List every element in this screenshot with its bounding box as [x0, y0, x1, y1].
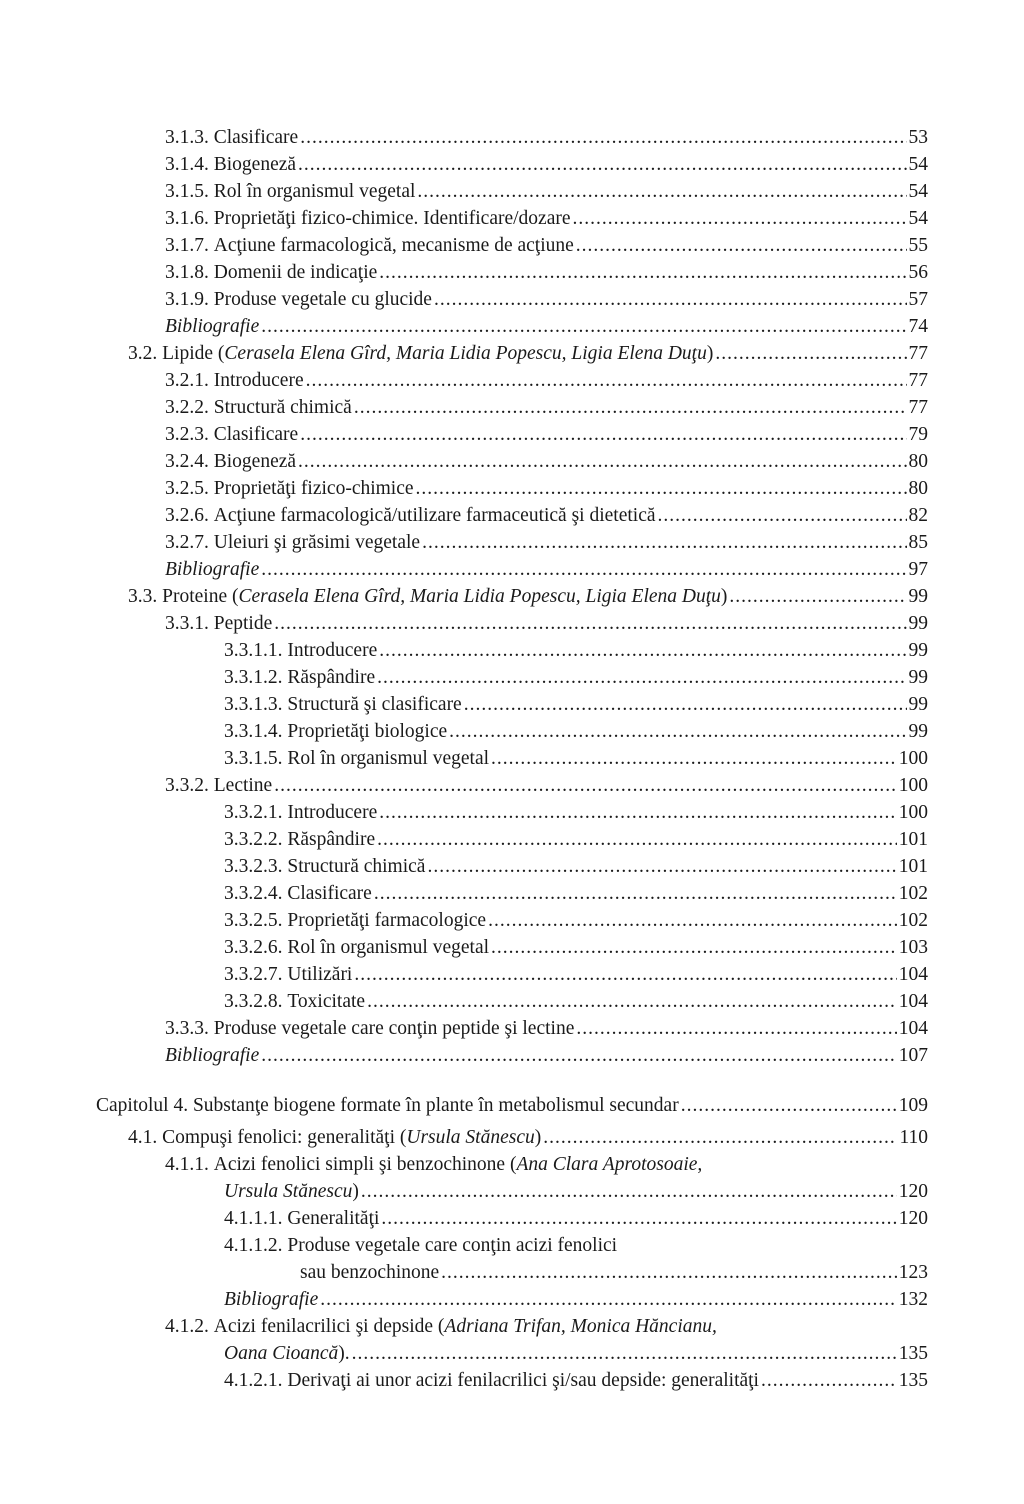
- entry-title-end: ).: [338, 1343, 350, 1364]
- toc-entry: [165, 529, 928, 556]
- dot-leader: [274, 772, 897, 799]
- entry-number: 3.3.1.3.: [224, 694, 283, 715]
- dot-leader: [681, 1092, 897, 1119]
- entry-title: Rol în organismul vegetal: [213, 181, 416, 202]
- entry-title: Rol în organismul vegetal: [287, 937, 490, 958]
- entry-title: Răspândire: [287, 667, 376, 688]
- entry-number: 3.3.1.: [165, 613, 209, 634]
- toc-entry: [224, 907, 928, 934]
- entry-number: 3.1.5.: [165, 181, 209, 202]
- toc-entry: [165, 232, 928, 259]
- dot-leader: [464, 691, 907, 718]
- entry-authors: Oana Cioancă: [224, 1343, 339, 1364]
- entry-title: Produse vegetale care conţin acizi fenolici: [287, 1235, 618, 1256]
- entry-title: Produse vegetale care conţin peptide şi lectine: [213, 1018, 575, 1039]
- page-number: 100: [898, 802, 928, 823]
- toc-chapter-entry: [96, 1092, 928, 1119]
- entry-number: 3.3.1.2.: [224, 667, 283, 688]
- entry-title: Acizi fenilacrilici şi depside (: [213, 1316, 445, 1337]
- entry-number: 4.1.1.: [165, 1154, 209, 1175]
- chapter-title: Capitolul 4. Substanţe biogene formate în plante în metabolismul secundar: [96, 1095, 679, 1116]
- entry-number: 3.3.3.: [165, 1018, 209, 1039]
- entry-number: 3.3.2.3.: [224, 856, 283, 877]
- entry-number: 3.1.8.: [165, 262, 209, 283]
- toc-entry: [165, 205, 928, 232]
- toc-entry: [165, 394, 928, 421]
- page-number: 77: [908, 397, 928, 418]
- toc-entry: [224, 637, 928, 664]
- entry-number: 3.2.3.: [165, 424, 209, 445]
- dot-leader: [379, 637, 906, 664]
- dot-leader: [543, 1124, 897, 1151]
- entry-number: 4.1.: [128, 1127, 158, 1148]
- entry-title: Clasificare: [287, 883, 372, 904]
- entry-authors: Cerasela Elena Gîrd, Maria Lidia Popescu, Ligia Elena Duţu: [224, 343, 707, 364]
- page-number: 100: [898, 775, 928, 796]
- page-number: 99: [908, 586, 928, 607]
- dot-leader: [354, 394, 907, 421]
- dot-leader: [261, 1042, 897, 1069]
- page-number: 99: [908, 667, 928, 688]
- entry-title: Utilizări: [287, 964, 353, 985]
- dot-leader: [576, 232, 907, 259]
- entry-title: Acţiune farmacologică/utilizare farmaceutică şi dietetică: [213, 505, 656, 526]
- page-number: 100: [898, 748, 928, 769]
- dot-leader: [422, 529, 906, 556]
- page-number: 99: [908, 694, 928, 715]
- toc-entry: [224, 718, 928, 745]
- entry-title: Acţiune farmacologică, mecanisme de acţiune: [213, 235, 574, 256]
- page-number: 54: [908, 181, 928, 202]
- page-number: 107: [898, 1045, 928, 1066]
- entry-title: sau benzochinone: [300, 1262, 440, 1283]
- entry-authors: Ana Clara Aprotosoaie,: [516, 1154, 703, 1175]
- entry-number: 3.3.2.5.: [224, 910, 283, 931]
- toc-entry: [224, 1286, 928, 1313]
- dot-leader: [300, 124, 906, 151]
- entry-number: 3.2.4.: [165, 451, 209, 472]
- dot-leader: [441, 1259, 897, 1286]
- page-number: 56: [908, 262, 928, 283]
- entry-number: 4.1.2.: [165, 1316, 209, 1337]
- page-number: 104: [898, 964, 928, 985]
- toc-entry: [165, 1151, 928, 1178]
- dot-leader: [377, 826, 897, 853]
- toc-entry: [165, 259, 928, 286]
- toc-entry: [224, 1232, 928, 1259]
- entry-authors: Ursula Stănescu: [224, 1181, 353, 1202]
- entry-title: Domenii de indicaţie: [213, 262, 378, 283]
- entry-title: Proprietăţi fizico-chimice. Identificare/dozare: [213, 208, 571, 229]
- entry-title: Bibliografie: [165, 1045, 260, 1066]
- entry-number: 3.3.2.: [165, 775, 209, 796]
- entry-number: 3.2.: [128, 343, 158, 364]
- dot-leader: [377, 664, 906, 691]
- entry-number: 3.1.4.: [165, 154, 209, 175]
- dot-leader: [491, 934, 897, 961]
- entry-number: 3.3.1.5.: [224, 748, 283, 769]
- dot-leader: [417, 178, 906, 205]
- entry-title-end: ): [352, 1181, 359, 1202]
- entry-number: 3.3.2.7.: [224, 964, 283, 985]
- page-number: 135: [898, 1370, 928, 1391]
- entry-title: Clasificare: [213, 127, 299, 148]
- toc-entry: [224, 961, 928, 988]
- entry-number: 3.3.: [128, 586, 158, 607]
- entry-title-end: ): [720, 586, 728, 607]
- entry-number: 4.1.1.1.: [224, 1208, 283, 1229]
- page-number: 103: [898, 937, 928, 958]
- toc-entry-continued: [224, 1340, 928, 1367]
- entry-number: 3.3.2.1.: [224, 802, 283, 823]
- entry-title: Compuşi fenolici: generalităţi (: [162, 1127, 407, 1148]
- page-number: 104: [898, 991, 928, 1012]
- entry-number: 3.2.7.: [165, 532, 209, 553]
- toc-entry: [224, 934, 928, 961]
- page-number: 99: [908, 640, 928, 661]
- toc-entry: [165, 421, 928, 448]
- entry-title: Introducere: [213, 370, 304, 391]
- toc-entry: [165, 448, 928, 475]
- page-number: 77: [908, 343, 928, 364]
- toc-entry: [128, 583, 928, 610]
- dot-leader: [761, 1367, 897, 1394]
- entry-number: 3.3.1.1.: [224, 640, 283, 661]
- dot-leader: [488, 907, 897, 934]
- entry-title: Introducere: [287, 802, 378, 823]
- entry-title: Clasificare: [213, 424, 299, 445]
- entry-title-end: ): [706, 343, 714, 364]
- entry-title: Derivaţi ai unor acizi fenilacrilici şi/sau depside: generalităţi: [287, 1370, 759, 1391]
- page-number: 97: [908, 559, 928, 580]
- entry-title: Acizi fenolici simpli şi benzochinone (: [213, 1154, 517, 1175]
- toc-entry: [165, 475, 928, 502]
- toc-entry: [165, 1042, 928, 1069]
- entry-number: 4.1.1.2.: [224, 1235, 283, 1256]
- dot-leader: [367, 988, 897, 1015]
- entry-number: 3.1.3.: [165, 127, 209, 148]
- entry-title: Lectine: [213, 775, 273, 796]
- dot-leader: [361, 1178, 897, 1205]
- entry-title: Toxicitate: [287, 991, 366, 1012]
- entry-title: Structură chimică: [287, 856, 426, 877]
- toc-entry: [224, 988, 928, 1015]
- dot-leader: [298, 448, 906, 475]
- entry-title: Introducere: [287, 640, 378, 661]
- toc-entry: [165, 610, 928, 637]
- entry-title: Bibliografie: [165, 316, 260, 337]
- toc-entry: [165, 124, 928, 151]
- toc-entry: [224, 664, 928, 691]
- toc-entry: [165, 367, 928, 394]
- dot-leader: [352, 1340, 897, 1367]
- entry-number: 3.3.2.6.: [224, 937, 283, 958]
- dot-leader: [374, 880, 897, 907]
- entry-title: Proprietăţi farmacologice: [287, 910, 487, 931]
- entry-title: Proprietăţi biologice: [287, 721, 448, 742]
- entry-number: 3.1.6.: [165, 208, 209, 229]
- entry-title: Biogeneză: [213, 154, 297, 175]
- entry-number: 3.3.2.4.: [224, 883, 283, 904]
- dot-leader: [379, 259, 906, 286]
- dot-leader: [658, 502, 907, 529]
- page-number: 79: [908, 424, 928, 445]
- dot-leader: [379, 799, 897, 826]
- page-number: 102: [898, 910, 928, 931]
- entry-title: Produse vegetale cu glucide: [213, 289, 432, 310]
- toc-entry: [165, 556, 928, 583]
- dot-leader: [261, 556, 906, 583]
- page-number: 120: [898, 1208, 928, 1229]
- dot-leader: [715, 340, 906, 367]
- entry-title: Structură şi clasificare: [287, 694, 462, 715]
- page-number: 135: [898, 1343, 928, 1364]
- entry-title: Bibliografie: [224, 1289, 319, 1310]
- dot-leader: [449, 718, 906, 745]
- page-number: 82: [908, 505, 928, 526]
- toc-entry: [165, 286, 928, 313]
- entry-title: Lipide (: [162, 343, 225, 364]
- page-number: 123: [898, 1262, 928, 1283]
- entry-number: 3.2.2.: [165, 397, 209, 418]
- entry-title: Generalităţi: [287, 1208, 380, 1229]
- page-number: 101: [898, 829, 928, 850]
- toc-entry: [224, 1205, 928, 1232]
- toc-entry: [224, 799, 928, 826]
- entry-title-end: ): [534, 1127, 542, 1148]
- page-number: 110: [899, 1127, 928, 1148]
- entry-title: Răspândire: [287, 829, 376, 850]
- dot-leader: [576, 1015, 896, 1042]
- entry-title: Uleiuri şi grăsimi vegetale: [213, 532, 421, 553]
- page-number: 55: [908, 235, 928, 256]
- entry-title: Bibliografie: [165, 559, 260, 580]
- entry-title: Biogeneză: [213, 451, 297, 472]
- toc-entry: [224, 1367, 928, 1394]
- entry-number: 3.1.9.: [165, 289, 209, 310]
- entry-number: 4.1.2.1.: [224, 1370, 283, 1391]
- dot-leader: [381, 1205, 896, 1232]
- page-number: 80: [908, 478, 928, 499]
- dot-leader: [354, 961, 896, 988]
- toc-entry: [128, 1124, 928, 1151]
- dot-leader: [306, 367, 907, 394]
- page-number: 101: [898, 856, 928, 877]
- toc-entry: [165, 1015, 928, 1042]
- dot-leader: [416, 475, 907, 502]
- entry-number: 3.3.2.8.: [224, 991, 283, 1012]
- toc-entry-continued: [300, 1259, 928, 1286]
- entry-title: Proprietăţi fizico-chimice: [213, 478, 414, 499]
- toc-entry-continued: [224, 1178, 928, 1205]
- page-number: 102: [898, 883, 928, 904]
- dot-leader: [427, 853, 896, 880]
- toc-entry: [224, 691, 928, 718]
- page-number: 77: [908, 370, 928, 391]
- toc-entry: [224, 826, 928, 853]
- page-number: 54: [908, 154, 928, 175]
- page-number: 74: [908, 316, 928, 337]
- dot-leader: [274, 610, 906, 637]
- toc-entry: [165, 1313, 928, 1340]
- page-number: 132: [898, 1289, 928, 1310]
- entry-authors: Ursula Stănescu: [406, 1127, 535, 1148]
- dot-leader: [434, 286, 907, 313]
- dot-leader: [261, 313, 906, 340]
- entry-title: Peptide: [213, 613, 273, 634]
- dot-leader: [573, 205, 907, 232]
- page-number: 109: [898, 1095, 928, 1116]
- toc-entry: [128, 340, 928, 367]
- entry-number: 3.1.7.: [165, 235, 209, 256]
- entry-number: 3.3.2.2.: [224, 829, 283, 850]
- toc-entry: [165, 151, 928, 178]
- page-number: 54: [908, 208, 928, 229]
- toc-entry: [224, 880, 928, 907]
- page-number: 120: [898, 1181, 928, 1202]
- entry-title: Rol în organismul vegetal: [287, 748, 490, 769]
- entry-title: Structură chimică: [213, 397, 352, 418]
- page-number: 85: [908, 532, 928, 553]
- toc-entry: [224, 745, 928, 772]
- dot-leader: [298, 151, 906, 178]
- entry-authors: Cerasela Elena Gîrd, Maria Lidia Popescu, Ligia Elena Duţu: [238, 586, 721, 607]
- toc-entry: [165, 313, 928, 340]
- page-number: 99: [908, 721, 928, 742]
- dot-leader: [300, 421, 906, 448]
- toc-entry: [165, 502, 928, 529]
- entry-number: 3.2.6.: [165, 505, 209, 526]
- page-number: 104: [898, 1018, 928, 1039]
- entry-number: 3.2.1.: [165, 370, 209, 391]
- page-number: 57: [908, 289, 928, 310]
- toc-entry: [165, 178, 928, 205]
- entry-number: 3.2.5.: [165, 478, 209, 499]
- entry-authors: Adriana Trifan, Monica Hăncianu,: [444, 1316, 717, 1337]
- page-number: 99: [908, 613, 928, 634]
- entry-number: 3.3.1.4.: [224, 721, 283, 742]
- toc-entry: [165, 772, 928, 799]
- dot-leader: [320, 1286, 897, 1313]
- dot-leader: [491, 745, 897, 772]
- dot-leader: [729, 583, 906, 610]
- toc-entry: [224, 853, 928, 880]
- entry-title: Proteine (: [162, 586, 239, 607]
- page-number: 53: [908, 127, 928, 148]
- page-number: 80: [908, 451, 928, 472]
